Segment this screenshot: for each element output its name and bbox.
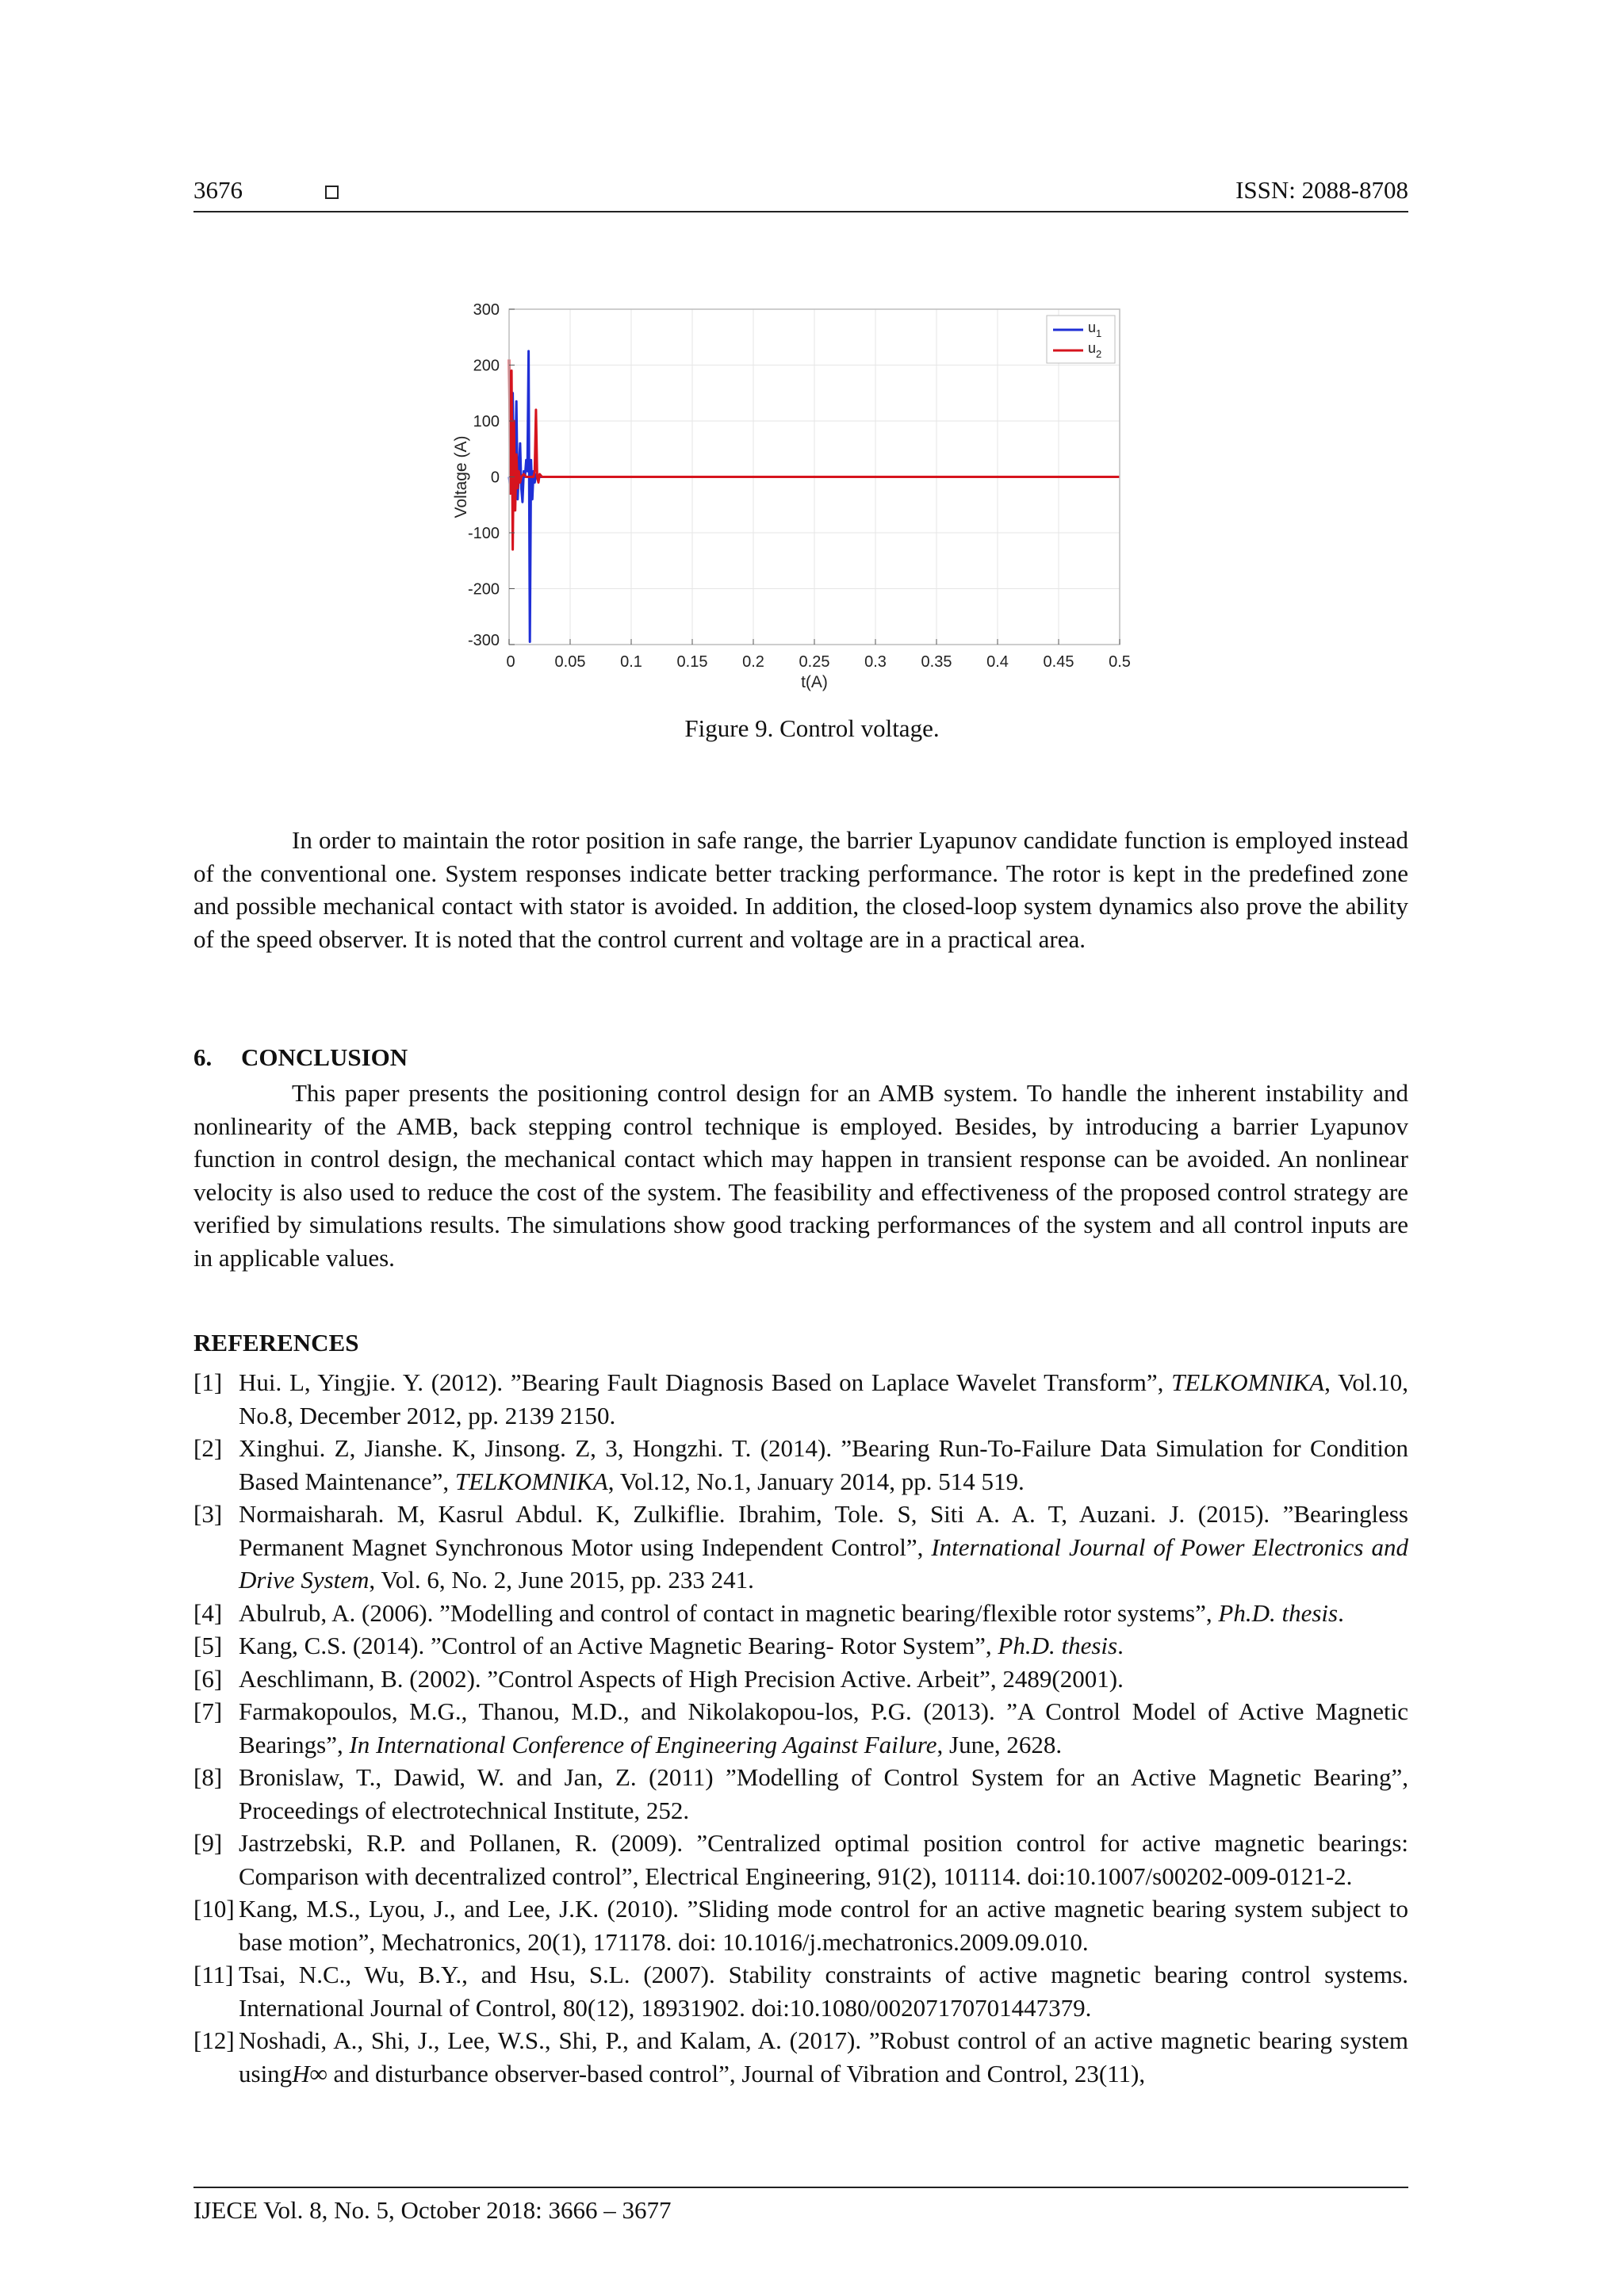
- reference-italic: TELKOMNIKA: [1171, 1368, 1325, 1396]
- y-tick-label: 200: [473, 357, 500, 375]
- x-tick-label: 0: [506, 653, 515, 671]
- reference-number: [10]: [193, 1895, 235, 1923]
- reference-item: [4] Abulrub, A. (2006). ”Modelling and control of contact in magnetic bearing/flexible rotor systems”, Ph.D. thesis.: [193, 1597, 1408, 1630]
- section-heading-conclusion: [193, 1043, 408, 1072]
- y-tick-label: -100: [467, 525, 500, 542]
- x-tick-label: 0.35: [921, 653, 952, 671]
- reference-number: [2]: [193, 1434, 223, 1462]
- x-tick-label: 0.05: [554, 653, 586, 671]
- reference-item: [9] Jastrzebski, R.P. and Pollanen, R. (2009). ”Centralized optimal position control for active magnetic bearings: Comparison with decentralized control”, Electrical Engineering, 91(2), 101114. doi:10.1007/s00202-009-0121-2.: [193, 1827, 1408, 1892]
- x-tick-label: 0.25: [799, 653, 830, 671]
- page-header: [193, 176, 1408, 212]
- reference-item: [5] Kang, C.S. (2014). ”Control of an Active Magnetic Bearing- Rotor System”, Ph.D. thesis.: [193, 1629, 1408, 1663]
- references-heading: REFERENCES: [193, 1329, 359, 1357]
- reference-item: [3] Normaisharah. M, Kasrul Abdul. K, Zulkiflie. Ibrahim, Tole. S, Siti A. A. T, Auzani. J. (2015). ”Bearingless Permanent Magnet Synchronous Motor using Independent Control”, International Journal of Power Electronics and Drive System, Vol. 6, No. 2, June 2015, pp. 233 241.: [193, 1498, 1408, 1597]
- reference-number: [8]: [193, 1763, 223, 1791]
- reference-item: [12] Noshadi, A., Shi, J., Lee, W.S., Shi, P., and Kalam, A. (2017). ”Robust control of an active magnetic bearing system usingH∞ and disturbance observer-based control”, Journal of Vibration and Control, 23(11),: [193, 2024, 1408, 2090]
- reference-item: [8] Bronislaw, T., Dawid, W. and Jan, Z. (2011) ”Modelling of Control System for an Active Magnetic Bearing”, Proceedings of electrotechnical Institute, 252.: [193, 1761, 1408, 1827]
- y-tick-label: 100: [473, 413, 500, 430]
- x-tick-label: 0.5: [1109, 653, 1131, 671]
- reference-number: [12]: [193, 2026, 235, 2054]
- y-tick-label: 300: [473, 301, 500, 319]
- reference-number: [1]: [193, 1368, 223, 1396]
- reference-item: [2] Xinghui. Z, Jianshe. K, Jinsong. Z, 3, Hongzhi. T. (2014). ”Bearing Run-To-Failure Data Simulation for Condition Based Maintenance”, TELKOMNIKA, Vol.12, No.1, January 2014, pp. 514 519.: [193, 1432, 1408, 1498]
- y-tick-label: -200: [467, 580, 500, 599]
- reference-number: [4]: [193, 1598, 223, 1627]
- reference-number: [9]: [193, 1829, 223, 1857]
- reference-item: [6] Aeschlimann, B. (2002). ”Control Aspects of High Precision Active. Arbeit”, 2489(2001).: [193, 1663, 1408, 1696]
- x-tick-label: 0.4: [986, 653, 1009, 671]
- reference-item: [7] Farmakopoulos, M.G., Thanou, M.D., and Nikolakopou-los, P.G. (2013). ”A Control Model of Active Magnetic Bearings”, In International Conference of Engineering Against Failure, June, 2628.: [193, 1695, 1408, 1761]
- x-tick-label: 0.15: [676, 653, 708, 671]
- reference-italic: TELKOMNIKA: [454, 1467, 608, 1495]
- x-tick-label: 0.1: [620, 653, 642, 671]
- y-axis-label: Voltage (A): [452, 435, 470, 519]
- references-list: [193, 1366, 1408, 2090]
- x-tick-label: 0.2: [742, 653, 764, 671]
- page-footer: [193, 2187, 1408, 2225]
- issn-label: ISSN: 2088-8708: [1235, 176, 1408, 204]
- legend-box: [1047, 316, 1115, 363]
- section-number: 6.: [193, 1043, 213, 1071]
- reference-number: [6]: [193, 1664, 223, 1693]
- x-tick-label: 0.45: [1043, 653, 1074, 671]
- reference-italic: In International Conference of Engineering Against Failure: [349, 1730, 937, 1758]
- header-square-icon: [325, 186, 339, 199]
- y-tick-label: -300: [467, 632, 500, 649]
- control-voltage-chart: [428, 289, 1142, 702]
- reference-item: [1] Hui. L, Yingjie. Y. (2012). ”Bearing Fault Diagnosis Based on Laplace Wavelet Transform”, TELKOMNIKA, Vol.10, No.8, December 2012, pp. 2139 2150.: [193, 1366, 1408, 1432]
- reference-number: [11]: [193, 1961, 234, 1988]
- reference-number: [3]: [193, 1500, 223, 1528]
- body-paragraph: In order to maintain the rotor position in safe range, the barrier Lyapunov candidate function is employed instead of the conventional one. System responses indicate better tracking performance. The rotor is kept in the predefined zone and possible mechanical contact with stator is avoided. In addition, the closed-loop system dynamics also prove the ability of the speed observer. It is noted that the control current and voltage are in a practical area.: [193, 826, 1408, 953]
- figure-caption: Figure 9. Control voltage.: [684, 714, 940, 742]
- legend-label-u1: $u_1$: [1088, 320, 1102, 339]
- y-tick-label: 0: [490, 469, 500, 487]
- reference-italic: Ph.D. thesis: [998, 1632, 1118, 1659]
- reference-italic: International Journal of Power Electronics and Drive System: [239, 1533, 1408, 1594]
- legend-label-u2: $u_2$: [1088, 340, 1102, 360]
- control-voltage-figure: [428, 289, 1142, 702]
- footer-citation: IJECE Vol. 8, No. 5, October 2018: 3666 – 3677: [193, 2196, 672, 2224]
- reference-item: [11] Tsai, N.C., Wu, B.Y., and Hsu, S.L. (2007). Stability constraints of active magnetic bearing control systems. International Journal of Control, 80(12), 18931902. doi:10.1080/00207170701447379.: [193, 1958, 1408, 2024]
- conclusion-paragraph: This paper presents the positioning control design for an AMB system. To handle the inherent instability and nonlinearity of the AMB, back stepping control technique is employed. Besides, by introducing a barrier Lyapunov function in control design, the mechanical contact which may happen in transient response can be avoided. An nonlinear velocity is also used to reduce the cost of the system. The feasibility and effectiveness of the proposed control strategy are verified by simulations results. The simulations show good tracking performances of the system and all control inputs are in applicable values.: [193, 1079, 1408, 1272]
- x-tick-label: 0.3: [864, 653, 887, 671]
- section-title: CONCLUSION: [241, 1043, 408, 1071]
- reference-item: [10] Kang, M.S., Lyou, J., and Lee, J.K. (2010). ”Sliding mode control for an active magnetic bearing system subject to base motion”, Mechatronics, 20(1), 171178. doi: 10.1016/j.mechatronics.2009.09.010.: [193, 1892, 1408, 1958]
- page-number: 3676: [193, 176, 243, 204]
- reference-number: [5]: [193, 1632, 223, 1659]
- reference-italic: H∞: [292, 2059, 327, 2087]
- reference-number: [7]: [193, 1697, 223, 1725]
- reference-italic: Ph.D. thesis: [1218, 1598, 1339, 1627]
- x-axis-label: t(A): [801, 673, 828, 691]
